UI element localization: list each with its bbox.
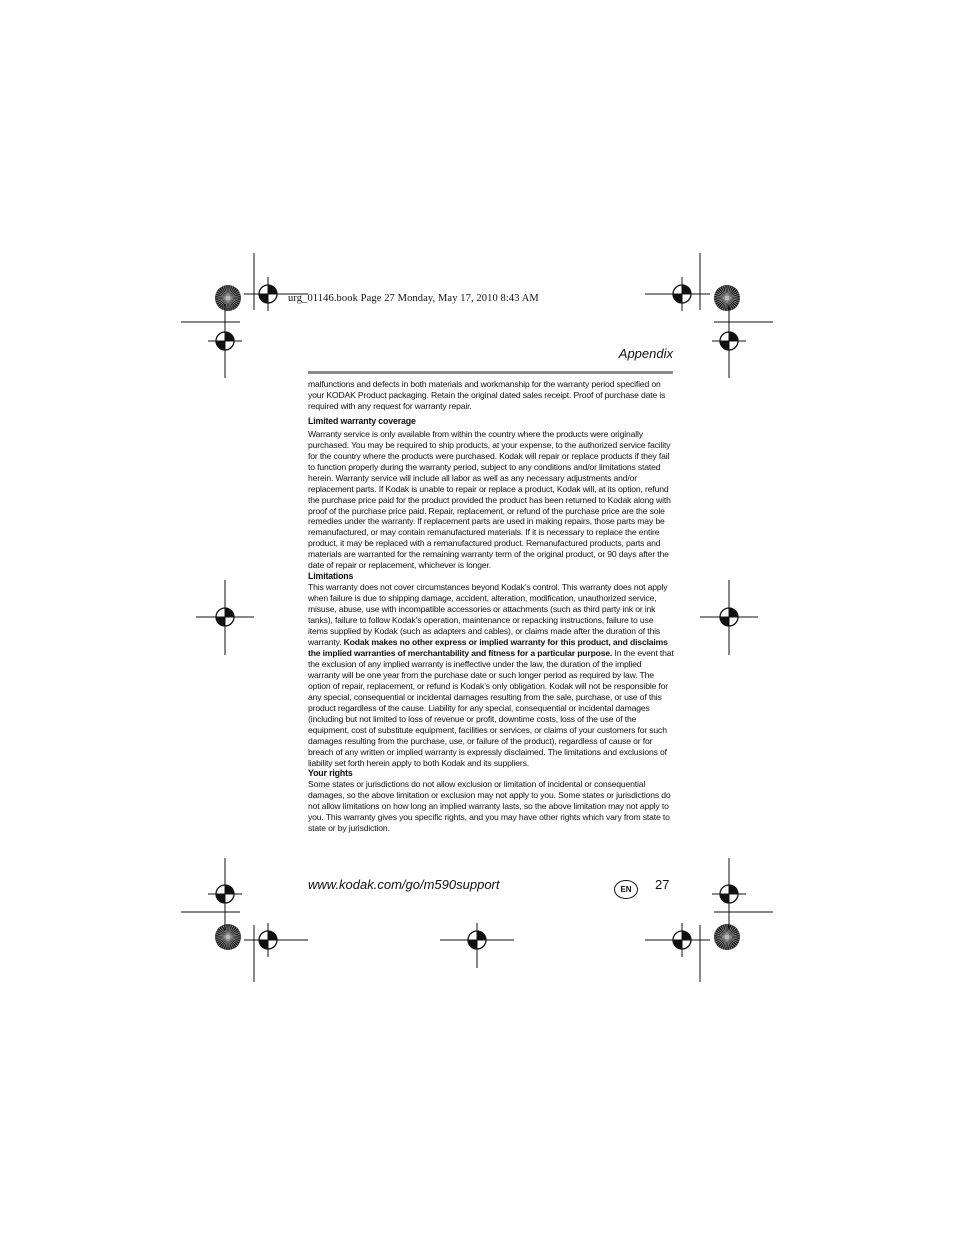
limitations-text-before: This warranty does not cover circumstances beyond Kodak’s control. This warranty does not apply when failure is due to shipping damage, accident, alteration, modification, unauthorized service, misuse, abuse, use with incompatible accessories or attachments (such as third party ink or ink tanks), failure to follow Kodak’s operation, maintenance or repacking instructions, failure to use items supplied by Kodak (such as adapters and cables), or claims made after the duration of this warranty. — [308, 582, 668, 648]
language-badge: EN — [614, 880, 638, 899]
rights-paragraph: Some states or jurisdictions do not allow exclusion or limitation of incidental or consequential damages, so the above limitation or exclusion may not apply to you. Some states or jurisdictions do not allow limitations on how long an implied warranty lasts, so the above limitation may not apply to you. This warranty gives you specific rights, and you may have other rights which vary from state to state or by jurisdiction. — [308, 779, 671, 834]
limitations-paragraph — [308, 582, 674, 768]
page-number: 27 — [655, 877, 670, 892]
limitations-text-after: In the event that the exclusion of any implied warranty is ineffective under the law, the duration of the implied warranty will be one year from the purchase date or such longer period as required by law. The option of repair, replacement, or refund is Kodak’s only obligation. Kodak will not be responsible for any special, consequential or incidental damages resulting from the sale, purchase, or use of this product regardless of the cause. Liability for any special, consequential or incidental damages (including but not limited to loss of revenue or profit, downtime costs, loss of the use of the equipment, cost of substitute equipment, facilities or services, or claims of your customers for such damages resulting from the purchase, use, or failure of the product), regardless of cause or for breach of any written or implied warranty is expressly disclaimed. The limitations and exclusions of liability set forth herein apply to both Kodak and its suppliers. — [308, 647, 674, 768]
limitations-disclaimer-bold: Kodak makes no other express or implied warranty for this product, and disclaims the implied warranties of merchantability and fitness for a particular purpose. — [308, 637, 668, 658]
header-rule — [308, 371, 673, 374]
color-burst-mark — [714, 285, 740, 311]
rights-heading: Your rights — [308, 768, 353, 779]
coverage-heading: Limited warranty coverage — [308, 415, 416, 426]
color-burst-mark — [215, 285, 241, 311]
color-burst-mark — [215, 924, 241, 950]
section-title: Appendix — [618, 346, 673, 361]
intro-paragraph: malfunctions and defects in both materials and workmanship for the warranty period specified on your KODAK Product packaging. Retain the original dated sales receipt. Proof of purchase date is required with any request for warranty repair. — [308, 379, 666, 411]
coverage-paragraph: Warranty service is only available from within the country where the products were originally purchased. You may be required to ship products, at your expense, to the authorized service facility for the country where the products were purchased. Kodak will repair or replace products if they fail to function properly during the warranty period, subject to any conditions and/or limitations stated herein. Warranty service will include all labor as well as any necessary adjustments and/or replacement parts. If Kodak is unable to repair or replace a product, Kodak will, at its option, refund the purchase price paid for the product provided the product has been returned to Kodak along with proof of the purchase price paid. Repair, replacement, or refund of the purchase price are the sole remedies under the warranty. If replacement parts are used in making repairs, those parts may be remanufactured, or may contain remanufactured materials. If it is necessary to replace the entire product, it may be replaced with a remanufactured product. Remanufactured products, parts and materials are warranted for the remaining warranty term of the original product, or 90 days after the date of repair or replacement, whichever is longer. — [308, 428, 671, 571]
print-slug-line: urg_01146.book Page 27 Monday, May 17, 2010 8:43 AM — [288, 293, 539, 304]
warranty-body — [308, 379, 674, 834]
color-burst-mark — [714, 924, 740, 950]
limitations-heading: Limitations — [308, 571, 354, 582]
support-url-link[interactable]: www.kodak.com/go/m590support — [308, 877, 500, 892]
